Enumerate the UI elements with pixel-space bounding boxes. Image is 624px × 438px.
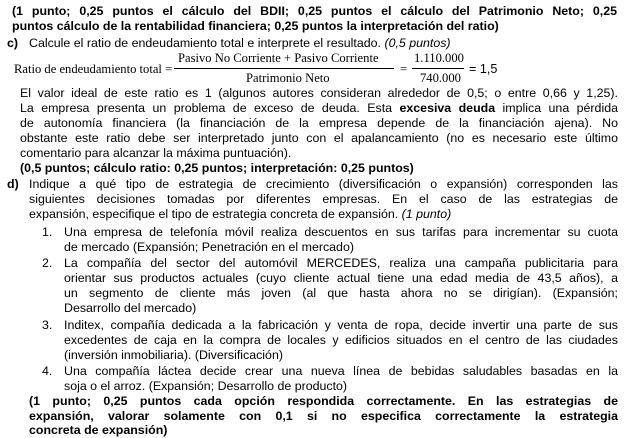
section-d-label: d) — [7, 177, 19, 191]
d-grading-line-1: (1 punto; 0,25 puntos cada opción respondida correctamente. En las estrategias de — [29, 394, 618, 408]
formula-numerator-expr: Pasivo No Corriente + Pasivo Corriente — [178, 51, 379, 65]
grading-note-line-1: (1 punto; 0,25 puntos el cálculo del BDII; 0,25 puntos el cálculo del Patrimonio Neto; 0,25 — [12, 4, 617, 18]
section-c-question-text: Calcule el ratio de endeudamiento total e interprete el resultado. — [29, 36, 381, 50]
item-2-line-1: La compañía del sector del automóvil MERCEDES, realiza una campaña publicitaria para — [64, 256, 618, 270]
item-3-line-3: (inversión inmobiliaria). (Diversificación) — [64, 348, 283, 362]
c-grading: (0,5 puntos; cálculo ratio: 0,25 puntos; interpretación: 0,25 puntos) — [20, 161, 414, 175]
item-2-line-2: orientar sus productos actuales (cuyo cliente actual tiene una edad media de 43,5 años), a — [64, 271, 618, 285]
formula-denominator-value: 740.000 — [420, 71, 461, 85]
section-c-label: c) — [7, 36, 19, 50]
c-text-line-1: El valor ideal de este ratio es 1 (algunos autores consideran alrededor de 0,5; o entre 0,66 y 1,25). — [20, 86, 618, 100]
item-1-line-2: de mercado (Expansión; Penetración en el mercado) — [64, 240, 354, 254]
formula-numerator-value: 1.110.000 — [414, 51, 464, 65]
c-text-line-2-a: La empresa presenta un problema de exceso de deuda. Esta — [20, 101, 393, 115]
formula-denominator-expr: Patrimonio Neto — [246, 71, 330, 85]
c-text-line-3: de autonomía financiera (la financiación de la empresa depende de la financiación ajena). No — [20, 116, 618, 130]
d-question-line-3-text: expansión, especifique el tipo de estrategia concreta de expansión. — [29, 207, 399, 221]
item-1-line-1: Una empresa de telefonía móvil realiza descuentos en sus tarifas para incrementar su cuota — [64, 225, 618, 239]
item-2-line-4: Desarrollo del mercado) — [64, 301, 197, 315]
d-question-line-3 — [29, 207, 451, 222]
item-3-line-1: Inditex, compañía dedicada a la fabricación y venta de ropa, decide invertir una parte de sus — [64, 318, 618, 332]
ratio-formula — [14, 51, 498, 89]
c-text-line-2 — [20, 101, 618, 116]
item-1-number: 1. — [42, 225, 53, 239]
item-2-number: 2. — [42, 256, 53, 270]
formula-fraction-bar-1 — [174, 68, 394, 69]
c-text-emphasis: excesiva deuda — [399, 101, 496, 115]
item-4-line-2: soja o el arroz. (Expansión; Desarrollo de producto) — [64, 379, 348, 393]
d-question-line-1: Indique a qué tipo de estrategia de crecimiento (diversificación o expansión) corresponden las — [29, 177, 618, 191]
section-d-points: (1 punto) — [401, 207, 452, 221]
formula-lhs: Ratio de endeudamiento total = — [14, 62, 173, 76]
d-grading-line-3: concreta de expansión) — [29, 423, 168, 437]
item-2-line-3: un segmento de cliente más joven (al que hasta ahora no se dirigían). (Expansión; — [64, 286, 618, 300]
d-question-line-2: siguientes decisiones tomadas por diferentes empresas. En el caso de las estrategias de — [29, 192, 618, 206]
formula-equals: = — [400, 62, 408, 76]
d-grading-line-2: expansión, valorar solamente con 0,1 si no especifica correctamente la estrategia — [29, 409, 618, 423]
c-text-line-4: obstante este ratio debe ser interpretado junto con el apalancamiento (no es necesario este último — [20, 131, 618, 145]
item-4-line-1: Una compañía láctea decide crear una nueva línea de bebidas saludables basadas en la — [64, 364, 618, 378]
c-text-line-5: comentario para alcanzar la máxima puntuación). — [20, 146, 292, 160]
c-text-line-2-b: implica una pérdida — [502, 101, 618, 115]
section-c-question — [29, 36, 451, 51]
item-3-line-2: excedentes de caja en la compra de locales y edificios situados en el centro de las ciudades — [64, 333, 618, 347]
section-c-points: (0,5 puntos) — [384, 36, 451, 50]
formula-result: = 1,5 — [469, 62, 498, 76]
formula-fraction-bar-2 — [412, 68, 464, 69]
item-3-number: 3. — [42, 318, 53, 332]
grading-note-line-2: puntos cálculo de la rentabilidad financiera; 0,25 puntos la interpretación del ratio) — [12, 19, 499, 33]
item-4-number: 4. — [42, 364, 53, 378]
